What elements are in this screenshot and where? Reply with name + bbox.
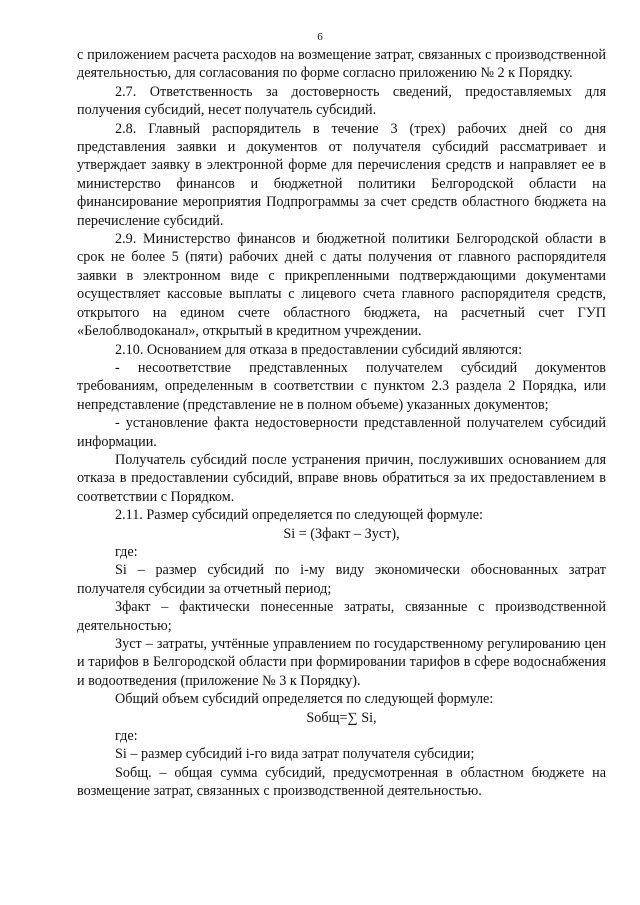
paragraph-2-8: 2.8. Главный распорядитель в течение 3 (трех) рабочих дней со дня представления заявки и документов от получателя субсидий рассматривает и утверждает заявку в электронной форме для перечисления средств и направляет ее в министерство финансов и бюджетной политики Белгородской области на финансирование мероприятия Подпрограммы за счет средств областного бюджета на перечисление субсидий. <box>77 120 606 229</box>
formula-total-subsidy: Sобщ=∑ Si, <box>306 709 377 726</box>
definition-zust: Зуст – затраты, учтённые управлением по государственному регулированию цен и тарифов в Белгородской области при формировании тарифов в сфере водоснабжения и водоотведения (приложение № 3 к Порядку). <box>77 636 606 689</box>
refusal-reason-2: - установление факта недостоверности представленной получателем субсидий информации. <box>77 415 606 450</box>
definition-si: Si – размер субсидий по i-му виду экономически обоснованных затрат получателя субсидии за отчетный период; <box>77 562 606 597</box>
where-label-1: где: <box>115 543 138 560</box>
paragraph-2-11: 2.11. Размер субсидий определяется по следующей формуле: <box>115 507 483 524</box>
where-label-2: где: <box>115 728 138 745</box>
definition-si-2: Si – размер субсидий i-го вида затрат получателя субсидии; <box>115 746 475 763</box>
paragraph-total-volume: Общий объем субсидий определяется по следующей формуле: <box>115 691 494 708</box>
paragraph-2-9: 2.9. Министерство финансов и бюджетной политики Белгородской области в срок не более 5 (пяти) рабочих дней с даты получения от главного распорядителя заявки в электронном виде с прикрепленными подтверждающими документами осуществляет кассовые выплаты с лицевого счета главного распорядителя средств, открытого на едином счете областного бюджета, на расчетный счет ГУП «Белоблводоканал», открытый в кредитном учреждении. <box>77 231 606 340</box>
paragraph-reapply: Получатель субсидий после устранения причин, послуживших основанием для отказа в предоставлении субсидий, вправе вновь обратиться за их предоставлением в соответствии с Порядком. <box>77 451 606 505</box>
page-number: 6 <box>317 31 323 43</box>
definition-sobsch: Sобщ. – общая сумма субсидий, предусмотренная в областном бюджете на возмещение затрат, связанных с производственной деятельностью. <box>77 764 606 800</box>
refusal-reason-1: - несоответствие представленных получателем субсидий документов требованиям, определенным в соответствии с пунктом 2.3 раздела 2 Порядка, или непредставление (представление не в полном объеме) указанных документов; <box>77 359 606 413</box>
document-body <box>77 46 606 801</box>
paragraph-2-7: 2.7. Ответственность за достоверность сведений, предоставляемых для получения субсидий, несет получатель субсидий. <box>77 83 606 119</box>
formula-subsidy-size: Si = (Зфакт – Зуст), <box>283 525 400 542</box>
definition-zfakt: Зфакт – фактически понесенные затраты, связанные с производственной деятельностью; <box>77 599 606 634</box>
paragraph-continuation: с приложением расчета расходов на возмещение затрат, связанных с производственной деятельностью, для согласования по форме согласно приложению № 2 к Порядку. <box>77 47 606 82</box>
paragraph-2-10: 2.10. Основанием для отказа в предоставлении субсидий являются: <box>115 341 523 358</box>
